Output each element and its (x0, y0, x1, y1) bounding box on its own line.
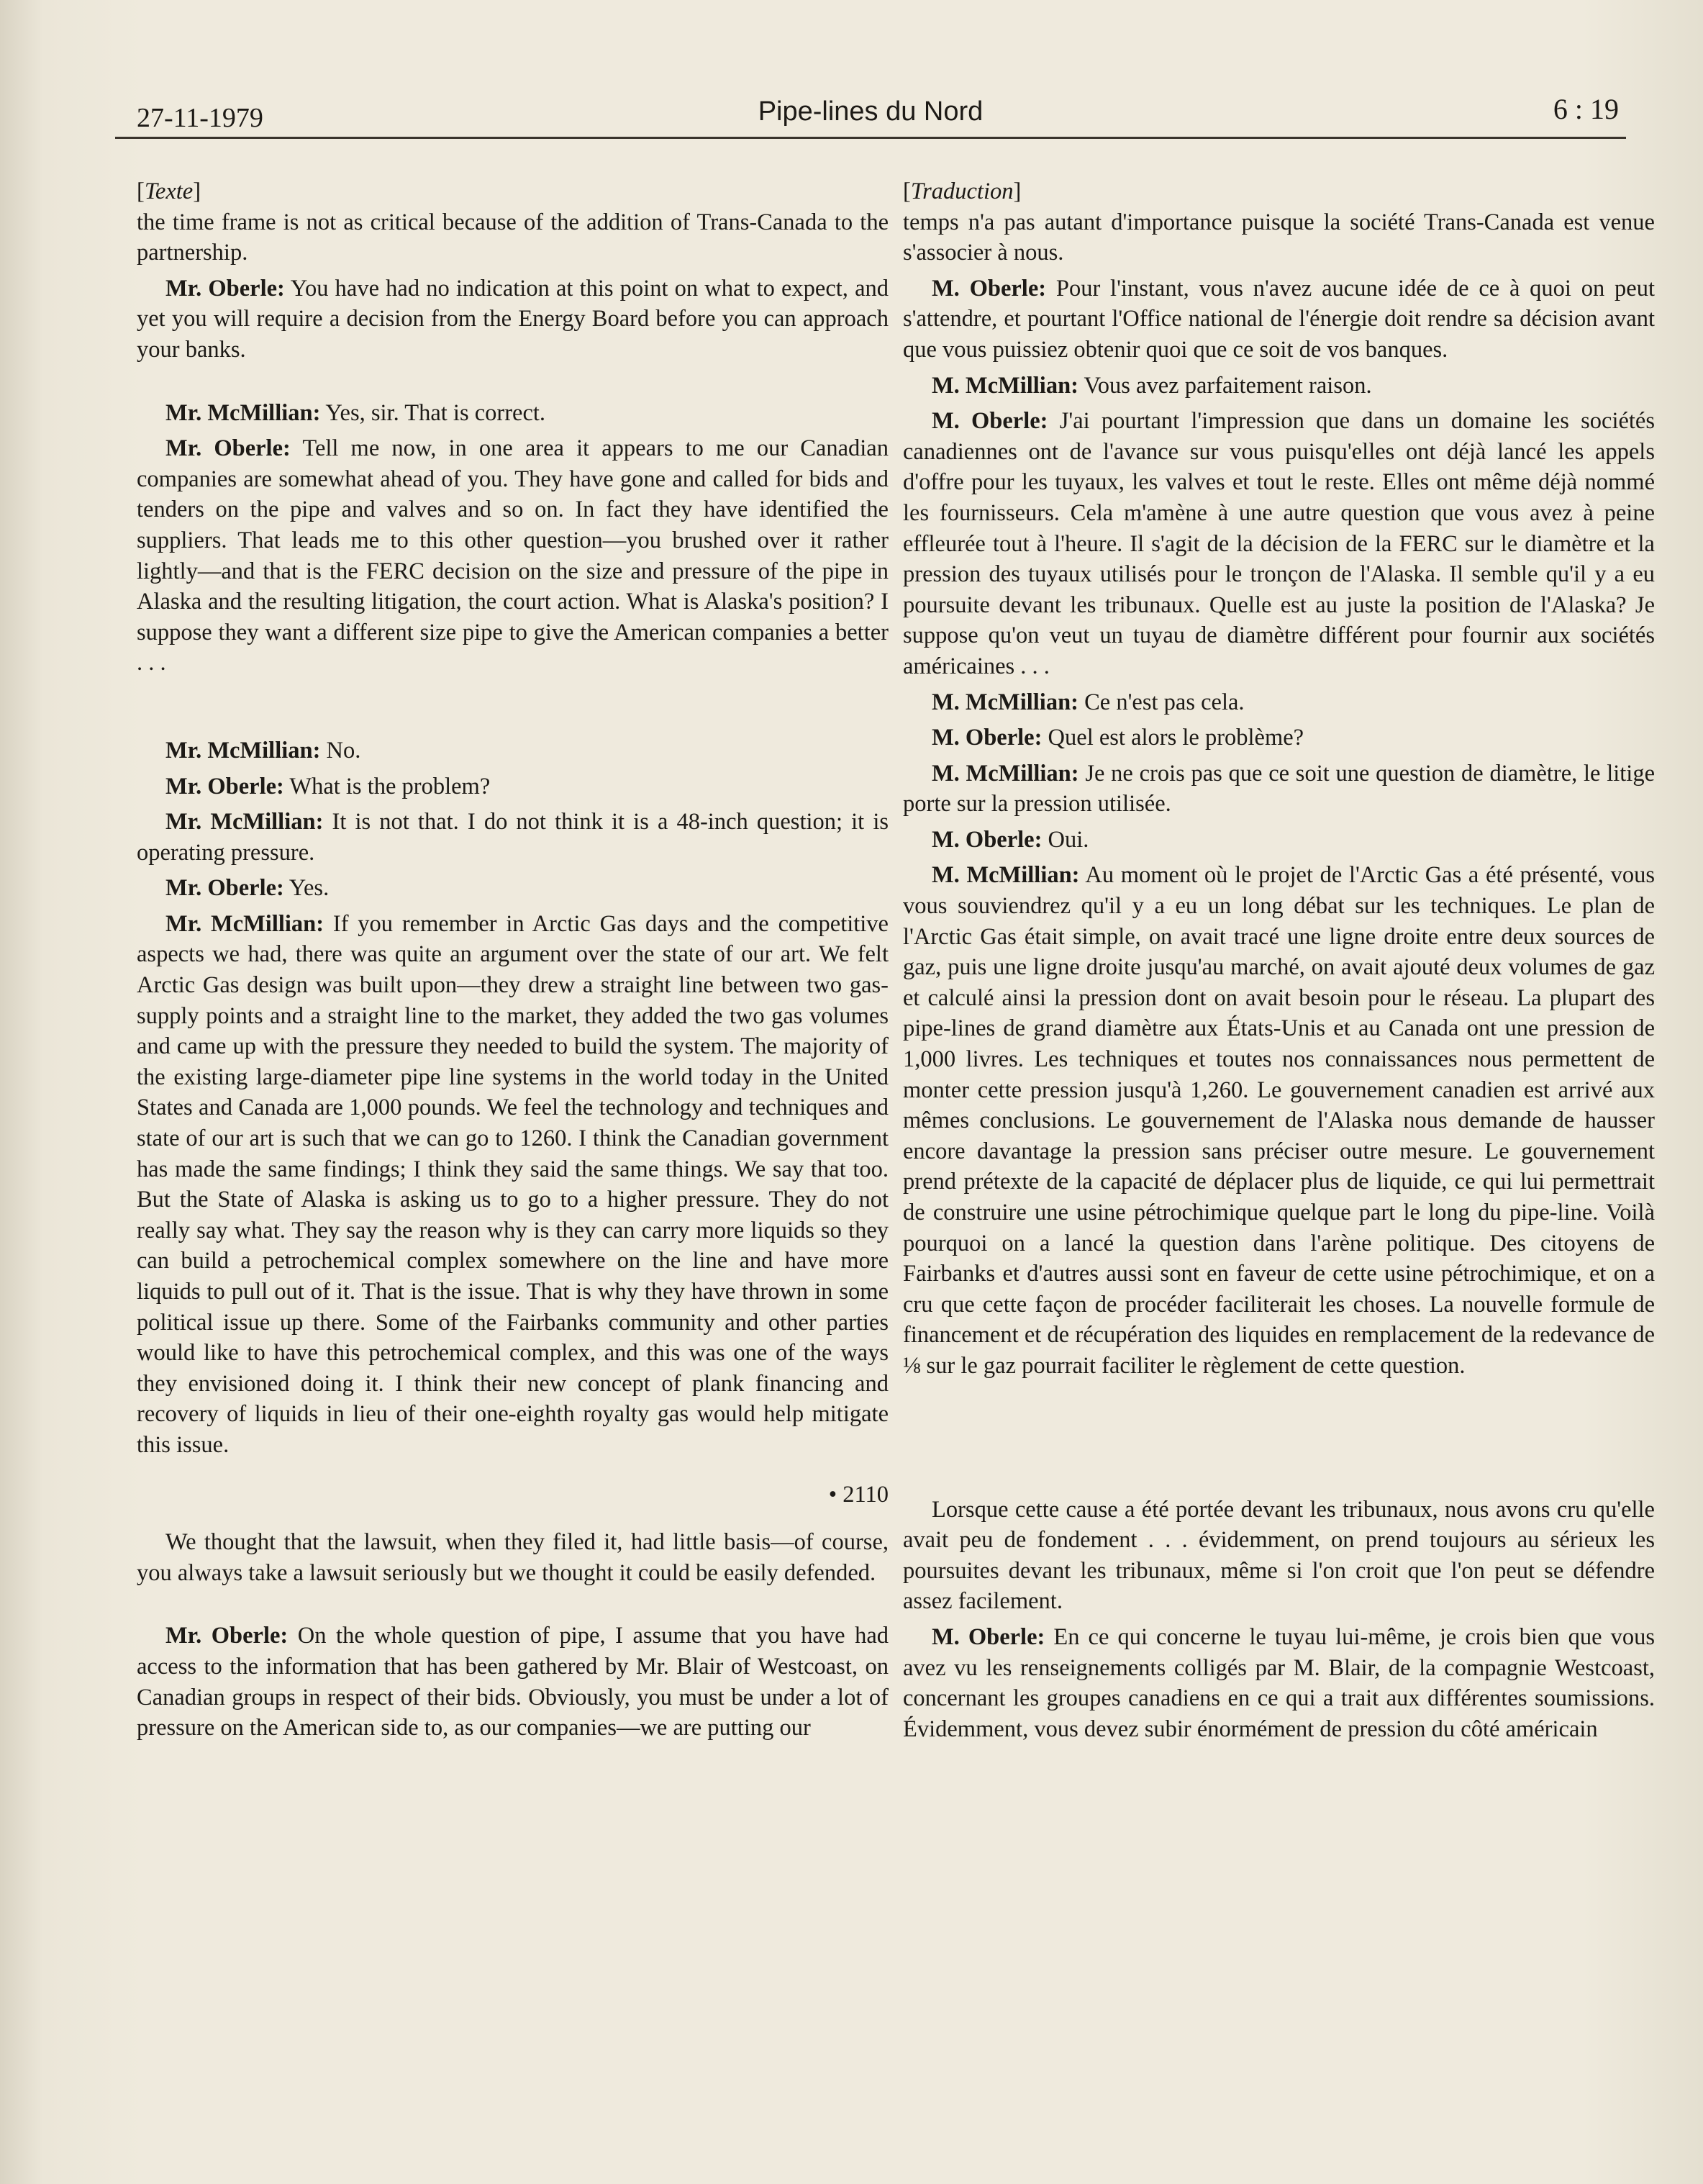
paragraph: M. Oberle: J'ai pourtant l'impression que dans un domaine les sociétés canadiennes ont de l'avance sur vous puisqu'elles ont déjà lancé les appels d'offre pour les tuyaux, les valves et tout le reste. Elles ont même déjà nommé les fournisseurs. Cela m'amène à une autre question que vous avez à peine effleurée tout à l'heure. Il s'agit de la décision de la FERC sur le diamètre et la pression des tuyaux utilisés pour le tronçon de l'Alaska. Il semble qu'il y a eu poursuite devant les tribunaux. Quelle est au juste la position de l'Alaska? Je suppose qu'on veut un tuyau de diamètre différent pour fournir aux sociétés américaines . . . (903, 408, 1655, 679)
speaker-name: M. Oberle: (932, 408, 1048, 435)
paragraph: Mr. Oberle: On the whole question of pipe, I assume that you have had access to the information that has been gathered by Mr. Blair of Westcoast, on Canadian groups in respect of their bids. Obviously, you must be under a lot of pressure on the American side to, as our companies—we are putting our (137, 1623, 889, 1741)
paragraph: Mr. McMillian: It is not that. I do not think it is a 48-inch question; it is operating pressure. (137, 809, 889, 866)
column-label: [ Texte ] (137, 176, 889, 207)
speaker-name: M. Oberle: (932, 725, 1043, 751)
paragraph: Mr. McMillian: No. (165, 737, 361, 764)
column-label: [ Traduction ] (903, 176, 1655, 207)
column-text-english (137, 176, 889, 2047)
paragraph: We thought that the lawsuit, when they filed it, had little basis—of course, you always take a lawsuit seriously but we thought it could be easily defended. (137, 1529, 889, 1586)
paragraph: Mr. McMillian: If you remember in Arctic Gas days and the competitive aspects we had, there was quite an argument over the state of our art. We felt Arctic Gas design was built upon—they drew a straight line between two gas-supply points and a straight line to the market, they added the two gas volumes and came up with the pressure they needed to build the system. The majority of the existing large-diameter pipe line systems in the world today in the United States and Canada are 1,000 pounds. We feel the technology and techniques and state of our art is such that we can go to 1260. I think the Canadian government has made the same findings; I think they said the same things. We say that too. But the State of Alaska is asking us to go to a higher pressure. They do not really say what. They say the reason why is they can carry more liquids so they can build a petrochemical complex somewhere on the line and have more liquids to pull out of it. That is the issue. That is why they have thrown in some political issue up there. Some of the Fairbanks community and other parties would like to have this petrochemical complex, and this was one of the ways they envisioned doing it. I think their new concept of plank financing and recovery of liquids in lieu of their one-eighth royalty gas would help mitigate this issue. (137, 910, 889, 1458)
paragraph: Mr. Oberle: What is the problem? (165, 773, 491, 799)
speaker-name: M. Oberle: (932, 275, 1047, 302)
paragraph: M. Oberle: Pour l'instant, vous n'avez aucune idée de ce à quoi on peut s'attendre, et pourtant l'Office national de l'énergie doit rendre sa décision avant que vous puissiez obtenir quoi que ce soit de vos banques. (903, 275, 1655, 363)
paragraph: M. Oberle: Oui. (932, 826, 1089, 853)
paragraph: M. McMillian: Au moment où le projet de l'Arctic Gas a été présenté, vous vous souviendrez qu'il y a eu un long débat sur les techniques. Le plan de l'Arctic Gas était simple, on avait tracé une ligne droite entre deux sources de gaz, puis une ligne droite jusqu'au marché, on avait ajouté deux volumes de gaz et calculé ainsi la pression dont on avait besoin pour le réseau. La plupart des pipe-lines de grand diamètre aux États-Unis et au Canada ont une pression de 1,000 livres. Les techniques et toutes nos connaissances nous permettent de monter cette pression jusqu'à 1,260. Le gouvernement canadien est arrivé aux mêmes conclusions. Le gouvernement de l'Alaska nous demande de hausser encore davantage la pression sans préciser outre mesure. Le gouvernement prend prétexte de la capacité de déplacer plus de liquide, ce qui lui permettrait de construire une usine pétrochimique quelque part le long du pipe-line. Voilà pourquoi on a lancé la question dans l'arène politique. Des citoyens de Fairbanks et d'autres aussi sont en faveur de cette usine pétrochimique, et on a cru que cette façon de procéder faciliterait les choses. La nouvelle formule de financement et de récupération des liquides en remplacement de la redevance de ⅛ sur le gaz pourrait faciliter le règlement de cette question. (903, 862, 1655, 1379)
speaker-name: Mr. McMillian: (165, 910, 324, 937)
paragraph: Mr. Oberle: Yes. (165, 875, 330, 902)
speaker-name: Mr. Oberle: (165, 875, 284, 902)
speaker-name: M. Oberle: (932, 1623, 1045, 1650)
paragraph: M. McMillian: Vous avez parfaitement raison. (932, 372, 1372, 399)
speaker-name: Mr. Oberle: (165, 275, 285, 302)
paragraph: M. Oberle: En ce qui concerne le tuyau lui-même, je crois bien que vous avez vu les renseignements colligés par M. Blair, de la compagnie Westcoast, concernant les groupes canadiens en ce qui a trait aux différentes soumissions. Évidemment, vous devez subir énormément de pression du côté américain (903, 1623, 1655, 1742)
speaker-name: Mr. McMillian: (165, 399, 321, 426)
paragraph: Lorsque cette cause a été portée devant les tribunaux, nous avons cru qu'elle avait peu de fondement . . . évidemment, on prend toujours au sérieux les poursuites devant les tribunaux, même si l'on croit que l'on peut se défendre assez facilement. (903, 1496, 1655, 1615)
paragraph: Mr. Oberle: You have had no indication at this point on what to expect, and yet you will require a decision from the Energy Board before you can approach your banks. (137, 275, 889, 363)
paragraph: the time frame is not as critical because of the addition of Trans-Canada to the partnership. (137, 209, 889, 266)
speaker-name: Mr. Oberle: (165, 435, 291, 462)
column-translation-french (903, 176, 1655, 2047)
speaker-name: Mr. McMillian: (165, 737, 321, 764)
running-header (115, 86, 1626, 139)
header-page-number: 6 : 19 (1553, 93, 1619, 125)
paragraph: temps n'a pas autant d'importance puisque la société Trans-Canada est venue s'associer à nous. (903, 209, 1655, 266)
speaker-name: Mr. Oberle: (165, 1623, 289, 1649)
speaker-name: M. McMillian: (932, 689, 1078, 715)
paragraph: M. McMillian: Je ne crois pas que ce soit une question de diamètre, le litige porte sur la pression utilisée. (903, 760, 1655, 817)
header-title: Pipe-lines du Nord (758, 96, 984, 127)
speaker-name: M. McMillian: (932, 862, 1080, 889)
paragraph: M. McMillian: Ce n'est pas cela. (932, 689, 1245, 715)
header-date: 27-11-1979 (137, 103, 263, 133)
paragraph: Mr. Oberle: Tell me now, in one area it appears to me our Canadian companies are somewhat ahead of you. They have gone and called for bids and tenders on the pipe and valves and so on. In fact they have identified the suppliers. That leads me to this other question—you brushed over it rather lightly—and that is the FERC decision on the size and pressure of the pipe in Alaska and the resulting litigation, the court action. What is Alaska's position? I suppose they want a different size pipe to give the American companies a better . . . (137, 435, 889, 676)
time-marker: • 2110 (137, 1480, 889, 1510)
speaker-name: M. Oberle: (932, 826, 1043, 853)
speaker-name: M. McMillian: (932, 372, 1078, 399)
speaker-name: Mr. McMillian: (165, 809, 324, 835)
speaker-name: Mr. Oberle: (165, 773, 284, 799)
paragraph: Mr. McMillian: Yes, sir. That is correct. (165, 399, 546, 426)
speaker-name: M. McMillian: (932, 760, 1079, 787)
paragraph: M. Oberle: Quel est alors le problème? (932, 725, 1304, 751)
